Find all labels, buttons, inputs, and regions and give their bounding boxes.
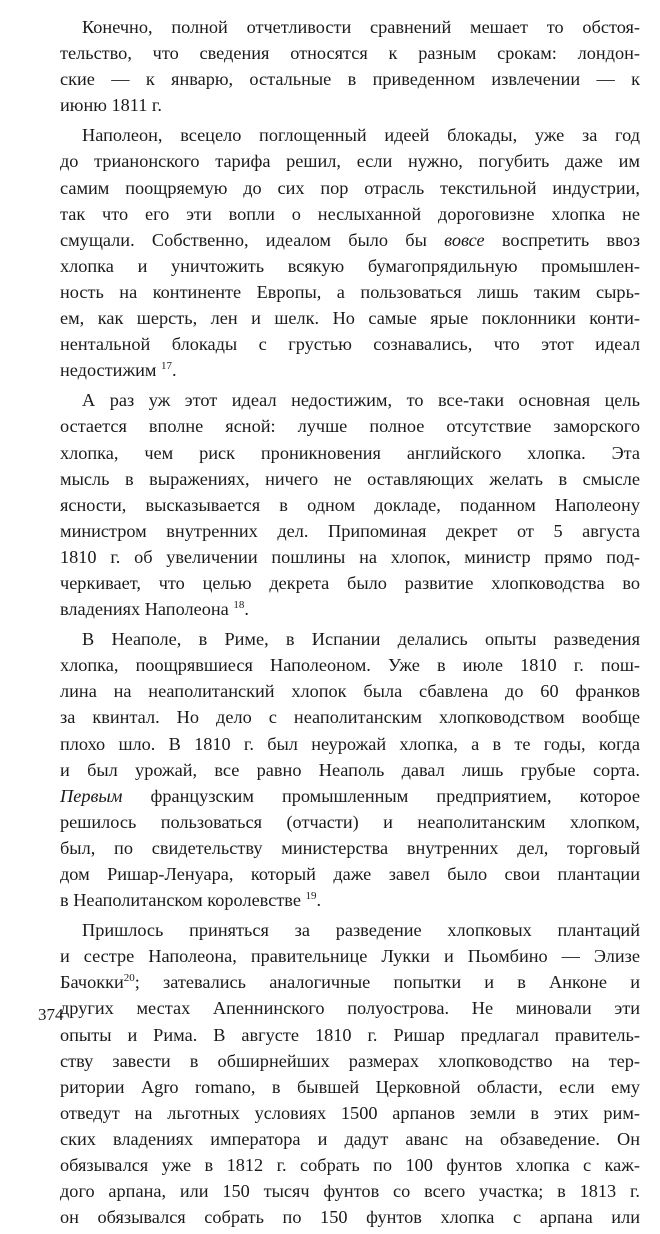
text-line: 1810 г. об увеличении пошлины на хлопок, министр прямо под- bbox=[60, 546, 640, 567]
text-line: опыты и Рима. В августе 1810 г. Ришар предлагал правитель- bbox=[60, 1024, 640, 1045]
paragraph-1 bbox=[60, 14, 640, 118]
text-line: и сестре Наполеона, правительнице Лукки и Пьомбино — Элизе bbox=[60, 946, 640, 967]
text-line: В Неаполе, в Риме, в Испании делались опыты разведения bbox=[82, 629, 640, 650]
text-line bbox=[60, 357, 640, 383]
italic-word: Первым bbox=[60, 785, 123, 806]
text-segment: . bbox=[316, 890, 322, 911]
text-line: лина на неаполитанский хлопок была сбавлена до 60 франков bbox=[60, 681, 640, 702]
page-body bbox=[60, 14, 640, 1234]
text-segment: недостижим bbox=[60, 360, 161, 381]
text-line: ские — к январю, остальные в приведенном извлечении — к bbox=[60, 69, 640, 90]
text-line: ских владениях императора и дадут аванс на обзаведение. Он bbox=[60, 1128, 640, 1149]
text-line bbox=[60, 969, 640, 995]
text-line: был, по свидетельству министерства внутренних дел, торговый bbox=[60, 837, 640, 858]
paragraph-5 bbox=[60, 917, 640, 1230]
text-segment: . bbox=[244, 599, 249, 620]
text-line bbox=[60, 596, 640, 622]
italic-word: вовсе bbox=[444, 229, 485, 250]
text-line: Наполеон, всецело поглощенный идеей блокады, уже за год bbox=[82, 125, 640, 146]
text-line: решилось пользоваться (отчасти) и неаполитанским хлопком, bbox=[60, 811, 640, 832]
text-line: обязывался уже в 1812 г. собрать по 100 фунтов хлопка с каж- bbox=[60, 1155, 640, 1176]
text-line: плохо шло. В 1810 г. был неурожай хлопка, а в те годы, когда bbox=[60, 733, 640, 754]
text-line: отведут на льготных условиях 1500 арпанов земли в этих рим- bbox=[60, 1102, 640, 1123]
text-line: до трианонского тарифа решил, если нужно, погубить даже им bbox=[60, 151, 640, 172]
paragraph-3 bbox=[60, 387, 640, 622]
text-line: хлопка, поощрявшиеся Наполеоном. Уже в июле 1810 г. пош- bbox=[60, 655, 640, 676]
text-line: мысль в выражениях, ничего не оставляющих желать в смысле bbox=[60, 468, 640, 489]
text-segment: смущали. Собственно, идеалом было бы bbox=[60, 229, 445, 250]
text-line: хлопка и уничтожить всякую бумагопрядильную промышлен- bbox=[60, 255, 640, 276]
text-segment: французским промышленным предприятием, которое bbox=[122, 785, 640, 806]
text-segment: воспретить ввоз bbox=[484, 229, 640, 250]
text-segment: Бачокки bbox=[60, 972, 124, 993]
page-number: 374 bbox=[38, 1005, 64, 1024]
text-line: ность на континенте Европы, а пользоваться лишь таким сырь- bbox=[60, 281, 640, 302]
text-line: ству завести в обширнейших размерах хлопководство на тер- bbox=[60, 1050, 640, 1071]
text-line: ясности, высказывается в одном докладе, поданном Наполеону bbox=[60, 494, 640, 515]
text-line: остается вполне ясной: лучше полное отсутствие заморского bbox=[60, 416, 640, 437]
text-line: он обязывался собрать по 150 фунтов хлопка с арпана или bbox=[60, 1207, 640, 1228]
text-line: так что его эти вопли о неслыханной дороговизне хлопка не bbox=[60, 203, 640, 224]
text-segment: в Неаполитанском королевстве bbox=[60, 890, 306, 911]
text-line: дом Ришар-Ленуара, который даже завел было свои плантации bbox=[60, 864, 640, 884]
text-line: за квинтал. Но дело с неаполитанским хлопководством вообще bbox=[60, 707, 640, 728]
text-line: хлопка, чем риск проникновения английского хлопка. Эта bbox=[60, 442, 640, 463]
text-segment: . bbox=[172, 360, 177, 381]
paragraph-2 bbox=[60, 122, 640, 383]
text-line: дого арпана, или 150 тысяч фунтов со всего участка; в 1813 г. bbox=[60, 1181, 640, 1202]
text-line bbox=[60, 887, 640, 913]
text-segment: ; затевались аналогичные попытки и в Анконе и bbox=[134, 972, 640, 993]
footnote-ref: 17 bbox=[161, 360, 172, 373]
text-line: ем, как шерсть, лен и шелк. Но самые ярые поклонники конти- bbox=[60, 308, 640, 329]
text-line: июню 1811 г. bbox=[60, 95, 162, 116]
text-line: А раз уж этот идеал недостижим, то все-таки основная цель bbox=[82, 390, 640, 411]
text-line bbox=[60, 227, 640, 253]
text-line: министром внутренних дел. Припоминая декрет от 5 августа bbox=[60, 520, 640, 541]
text-line: тельство, что сведения относятся к разным срокам: лондон- bbox=[60, 43, 640, 64]
footnote-ref: 18 bbox=[233, 598, 245, 611]
footnote-ref: 20 bbox=[123, 972, 135, 985]
text-line bbox=[60, 783, 640, 809]
text-line: самим поощряемую до сих пор отрасль текстильной индустрии, bbox=[60, 177, 640, 198]
footnote-ref: 19 bbox=[305, 890, 317, 902]
text-line: Пришлось приняться за разведение хлопковых плантаций bbox=[82, 920, 640, 941]
text-line: других местах Апеннинского полуострова. Не миновали эти bbox=[60, 998, 640, 1019]
text-line: нентальной блокады с грустью сознавались, что этот идеал bbox=[60, 334, 640, 355]
text-line: ритории Agro romano, в бывшей Церковной области, если ему bbox=[60, 1076, 640, 1097]
text-segment: владениях Наполеона bbox=[60, 599, 234, 620]
text-line: черкивает, что целью декрета было развитие хлопководства во bbox=[60, 572, 640, 593]
text-line: и был урожай, все равно Неаполь давал лишь грубые сорта. bbox=[60, 759, 640, 780]
paragraph-4 bbox=[60, 626, 640, 913]
text-line: Конечно, полной отчетливости сравнений мешает то обстоя- bbox=[82, 17, 640, 37]
